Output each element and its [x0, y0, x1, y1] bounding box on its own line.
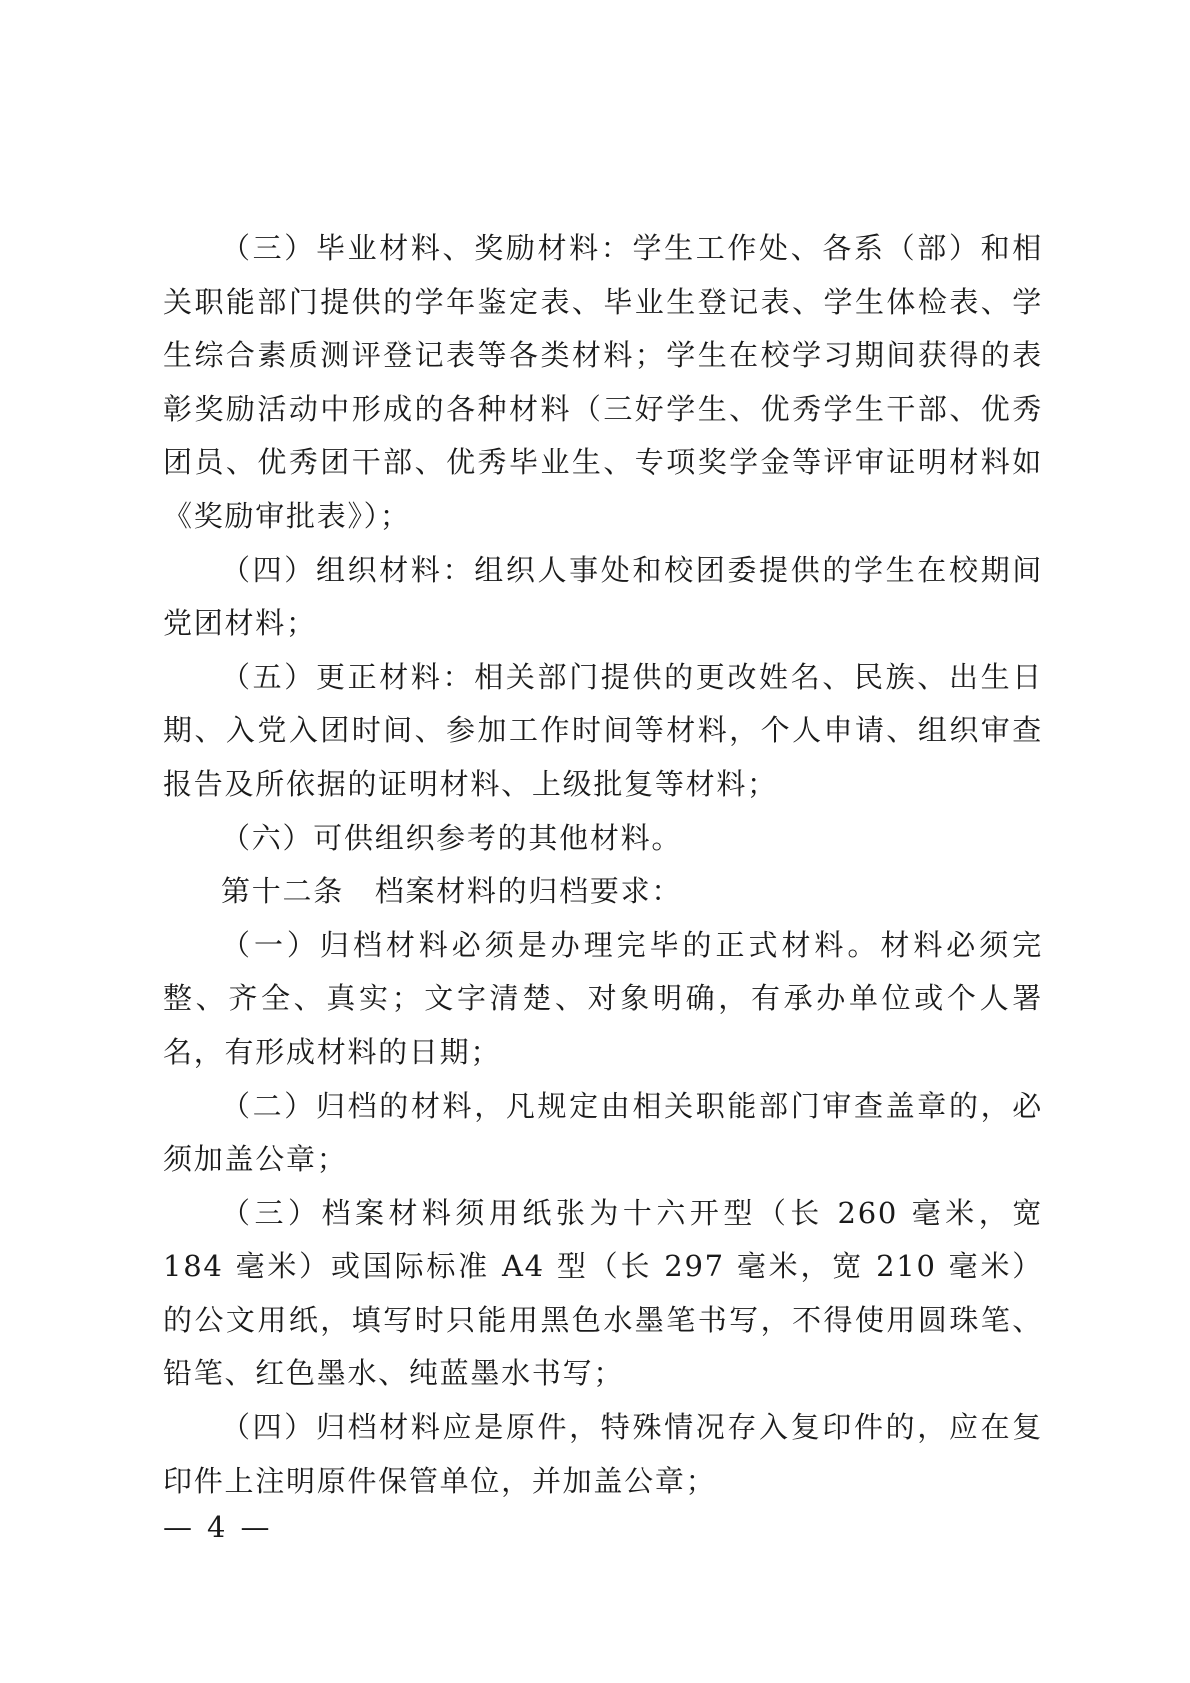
- paragraph-other-materials: （六）可供组织参考的其他材料。: [221, 820, 683, 855]
- paragraph-requirement-three: （三）档案材料须用纸张为十六开型（长 260 毫米，宽 184 毫米）或国际标准 A4 型（长 297 毫米，宽 210 毫米）的公文用纸，填写时只能用黑色水墨笔书写，不得使用圆珠笔、铅笔、红色墨水、纯蓝墨水书写；: [163, 1195, 1043, 1391]
- article-twelve-heading: 第十二条 档案材料的归档要求：: [221, 874, 683, 909]
- paragraph-requirement-one: （一）归档材料必须是办理完毕的正式材料。材料必须完整、齐全、真实；文字清楚、对象明确，有承办单位或个人署名，有形成材料的日期；: [163, 927, 1043, 1069]
- paragraph-graduation-materials: （三）毕业材料、奖励材料：学生工作处、各系（部）和相关职能部门提供的学年鉴定表、毕业生登记表、学生体检表、学生综合素质测评登记表等各类材料；学生在校学习期间获得的表彰奖励活动中形成的各种材料（三好学生、优秀学生干部、优秀团员、优秀团干部、优秀毕业生、专项奖学金等评审证明材料如《奖励审批表》）；: [163, 231, 1043, 533]
- paragraph-organization-materials: （四）组织材料：组织人事处和校团委提供的学生在校期间党团材料；: [163, 552, 1043, 641]
- document-body: [163, 222, 1043, 1508]
- paragraph-requirement-two: （二）归档的材料，凡规定由相关职能部门审查盖章的，必须加盖公章；: [163, 1088, 1043, 1177]
- paragraph-requirement-four: （四）归档材料应是原件，特殊情况存入复印件的，应在复印件上注明原件保管单位，并加盖公章；: [163, 1410, 1043, 1498]
- paragraph-correction-materials: （五）更正材料：相关部门提供的更改姓名、民族、出生日期、入党入团时间、参加工作时间等材料，个人申请、组织审查报告及所依据的证明材料、上级批复等材料；: [163, 659, 1043, 801]
- page-number: — 4 —: [163, 1510, 273, 1544]
